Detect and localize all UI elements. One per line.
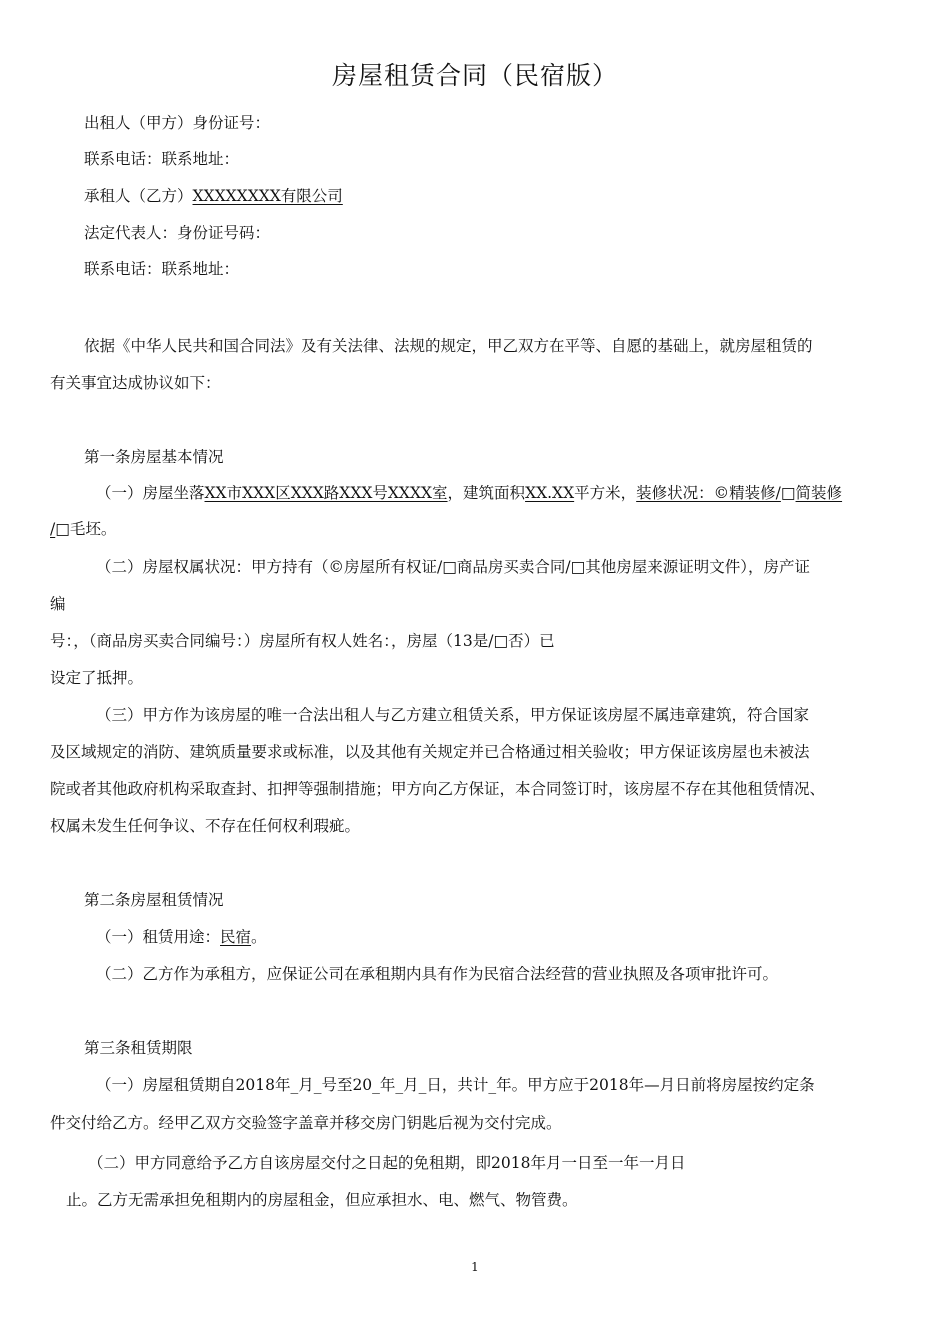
- house-area: XX.XX: [525, 484, 575, 502]
- lessee-company: XXXXXXXX有限公司: [192, 187, 343, 205]
- preamble-line-2: 有关事宜达成协议如下：: [50, 374, 221, 392]
- article3-item2-line2: 止。乙方无需承担免租期内的房屋租金，但应承担水、电、燃气、物管费。: [66, 1191, 578, 1209]
- checkbox-icon: □: [780, 484, 796, 502]
- lessor-line: 出租人（甲方）身份证号：: [84, 114, 271, 132]
- rough-option: □毛坯。: [55, 520, 117, 538]
- article2-item1: [96, 926, 267, 948]
- usage-value: 民宿: [220, 928, 252, 946]
- article3-heading: 第三条租赁期限: [84, 1039, 193, 1057]
- usage-suffix: 。: [251, 928, 267, 946]
- article1-item3-line2: 及区域规定的消防、建筑质量要求或标准，以及其他有关规定并已合格通过相关验收；甲方保证该房屋也未被法: [50, 743, 810, 761]
- page-number: 1: [471, 1260, 479, 1274]
- document-title: 房屋租赁合同（民宿版）: [331, 61, 618, 90]
- article3-item2-line1: （二）甲方同意给予乙方自该房屋交付之日起的免租期，即2018年月一日至一年一月日: [88, 1154, 686, 1172]
- lessor-contact: 联系电话：联系地址：: [84, 150, 240, 168]
- article1-item2-line3: 号：，（商品房买卖合同编号：）房屋所有权人姓名：，房屋（13是/□否）已: [50, 632, 555, 650]
- article1-item3-line3: 院或者其他政府机构采取查封、扣押等强制措施；甲方向乙方保证，本合同签订时，该房屋不存在其他租赁情况、: [50, 780, 826, 798]
- item1-unit: 平方米，: [574, 484, 637, 502]
- article1-item2-line4: 设定了抵押。: [50, 669, 144, 687]
- simple-decoration: 简装修: [795, 484, 843, 502]
- article1-item2-line1: （二）房屋权属状况：甲方持有（©房屋所有权证/□商品房买卖合同/□其他房屋来源证明文件），房产证: [96, 558, 810, 576]
- lessee-contact: 联系电话：联系地址：: [84, 260, 240, 278]
- lessee-line: [84, 185, 343, 207]
- article1-item1-line2: [50, 518, 116, 540]
- article1-item1-line1: [96, 482, 842, 504]
- article2-heading: 第二条房屋租赁情况: [84, 891, 224, 909]
- usage-label: （一）租赁用途：: [96, 928, 221, 946]
- item1-mid: ，建筑面积: [447, 484, 526, 502]
- article3-item1-line1: （一）房屋租赁期自2018年_月_号至20_年_月_日，共计_年。甲方应于2018年—月日前将房屋按约定条: [96, 1076, 815, 1094]
- article1-item2-line2: 编: [50, 595, 66, 613]
- decoration-label: 装修状况：©精装修/: [636, 484, 781, 502]
- article2-item2: （二）乙方作为承租方，应保证公司在承租期内具有作为民宿合法经营的营业执照及各项审批许可。: [96, 965, 779, 983]
- article1-heading: 第一条房屋基本情况: [84, 448, 224, 466]
- slash: /: [50, 520, 56, 538]
- lessee-prefix: 承租人（乙方）: [84, 187, 193, 205]
- article1-item3-line4: 权属未发生任何争议、不存在任何权利瑕疵。: [50, 817, 361, 835]
- house-address: XX市XXX区XXX路XXX号XXXX室: [204, 484, 448, 502]
- item1-prefix: （一）房屋坐落: [96, 484, 205, 502]
- preamble-line-1: 依据《中华人民共和国合同法》及有关法律、法规的规定，甲乙双方在平等、自愿的基础上，就房屋租赁的: [84, 337, 813, 355]
- article3-item1-line2: 件交付给乙方。经甲乙双方交验签字盖章并移交房门钥匙后视为交付完成。: [50, 1114, 562, 1132]
- representative-line: 法定代表人：身份证号码：: [84, 224, 271, 242]
- article1-item3-line1: （三）甲方作为该房屋的唯一合法出租人与乙方建立租赁关系，甲方保证该房屋不属违章建筑，符合国家: [96, 706, 810, 724]
